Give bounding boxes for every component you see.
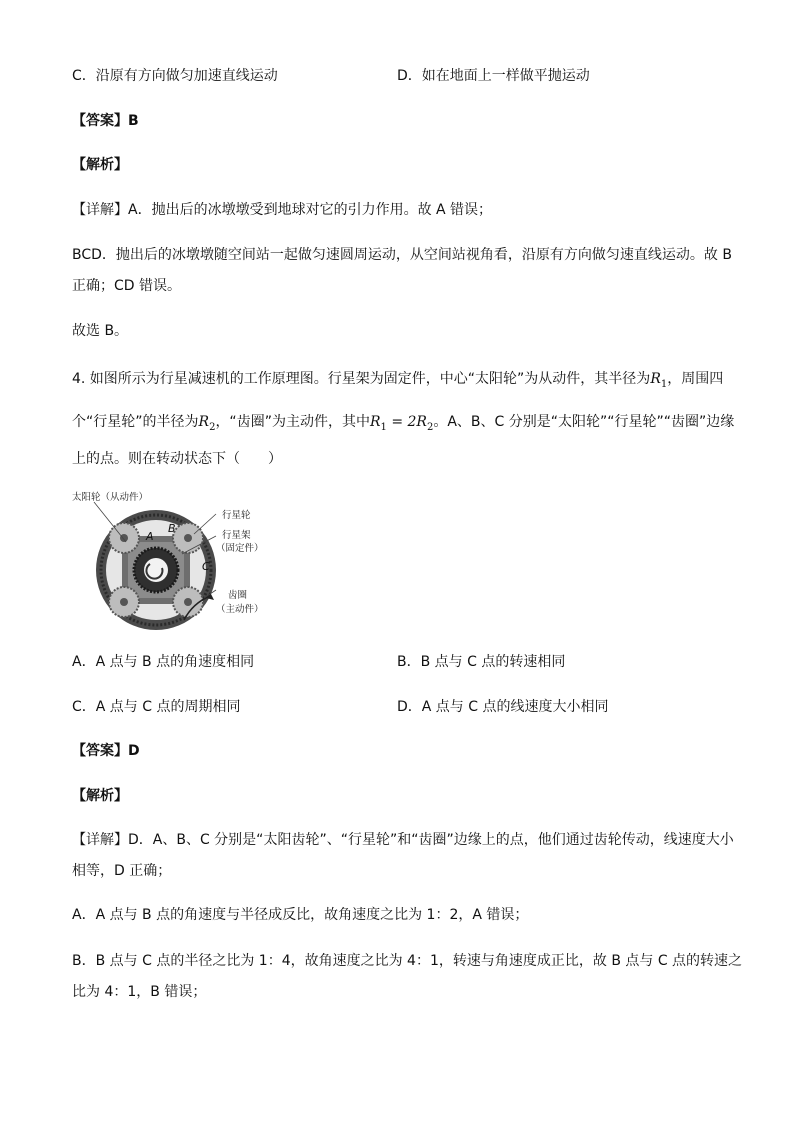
q3-option-d: D．如在地面上一样做平抛运动 bbox=[397, 68, 590, 84]
q4-stem-2-post: 。A、B、C 分别是“太阳轮”“行星轮”“齿圈”边缘 bbox=[433, 414, 735, 430]
point-c-label: C bbox=[202, 560, 210, 573]
q4-stem-1-post: ，周围四 bbox=[667, 371, 724, 387]
planet-gear bbox=[109, 523, 139, 553]
q4-r1: $R_1$ bbox=[650, 371, 668, 390]
q3-analysis-label: 【解析】 bbox=[72, 157, 128, 173]
q4-option-d: D．A 点与 C 点的线速度大小相同 bbox=[397, 699, 609, 715]
q4-stem-line-1 bbox=[72, 369, 723, 395]
carrier-sub-label: （固定件） bbox=[216, 543, 264, 554]
q4-option-c: C．A 点与 C 点的周期相同 bbox=[72, 699, 241, 715]
q4-stem-2-pre: 个“行星轮”的半径为 bbox=[72, 414, 199, 430]
planetary-gear-figure bbox=[64, 488, 296, 634]
q4-detail-line-1b: 相等，D 正确； bbox=[72, 863, 172, 879]
point-b-label: B bbox=[168, 522, 176, 535]
q4-stem-2-mid: ，“齿圈”为主动件，其中 bbox=[215, 414, 370, 430]
q3-option-c: C．沿原有方向做匀加速直线运动 bbox=[72, 68, 278, 84]
q4-detail-line-2: A．A 点与 B 点的角速度与半径成反比，故角速度之比为 1：2，A 错误； bbox=[72, 907, 529, 923]
planet-gear-label: 行星轮 bbox=[222, 510, 251, 521]
q3-detail-line-2b: 正确；CD 错误。 bbox=[72, 278, 182, 294]
q4-detail-line-1a: 【详解】D．A、B、C 分别是“太阳齿轮”、“行星轮”和“齿圈”边缘上的点，他们通过齿轮传动，线速度大小 bbox=[72, 832, 734, 848]
q4-analysis-label: 【解析】 bbox=[72, 788, 128, 804]
q4-option-b: B．B 点与 C 点的转速相同 bbox=[397, 654, 566, 670]
q4-detail-line-3b: 比为 4：1，B 错误； bbox=[72, 984, 207, 1000]
planet-gear bbox=[173, 523, 203, 553]
q4-equation: $R_1 = 2R_2$ bbox=[369, 414, 434, 433]
ring-gear-sub-label: （主动件） bbox=[216, 604, 264, 615]
carrier-label: 行星架 bbox=[222, 530, 251, 541]
q4-stem-line-2 bbox=[72, 412, 734, 438]
q3-detail-line-2a: BCD．抛出后的冰墩墩随空间站一起做匀速圆周运动，从空间站视角看，沿原有方向做匀速直线运动。故 B bbox=[72, 247, 732, 263]
sun-gear-label: 太阳轮（从动件） bbox=[72, 492, 149, 503]
q4-stem-1-pre: 4. 如图所示为行星减速机的工作原理图。行星架为固定件，中心“太阳轮”为从动件，其半径为 bbox=[72, 371, 651, 387]
q3-answer: 【答案】B bbox=[72, 113, 139, 129]
q4-option-a: A．A 点与 B 点的角速度相同 bbox=[72, 654, 255, 670]
q4-r2: $R_2$ bbox=[198, 414, 216, 433]
point-a-label: A bbox=[146, 530, 154, 543]
q4-stem-line-3: 上的点。则在转动状态下（ ） bbox=[72, 451, 282, 467]
q3-detail-line-1: 【详解】A．抛出后的冰墩墩受到地球对它的引力作用。故 A 错误； bbox=[72, 202, 493, 218]
q4-detail-line-3a: B．B 点与 C 点的半径之比为 1：4，故角速度之比为 4：1，转速与角速度成正比，故 B 点与 C 点的转速之 bbox=[72, 953, 743, 969]
planet-gear bbox=[109, 587, 139, 617]
q4-answer: 【答案】D bbox=[72, 743, 140, 759]
q3-conclusion: 故选 B。 bbox=[72, 323, 129, 339]
ring-gear-label: 齿圈 bbox=[228, 590, 248, 601]
